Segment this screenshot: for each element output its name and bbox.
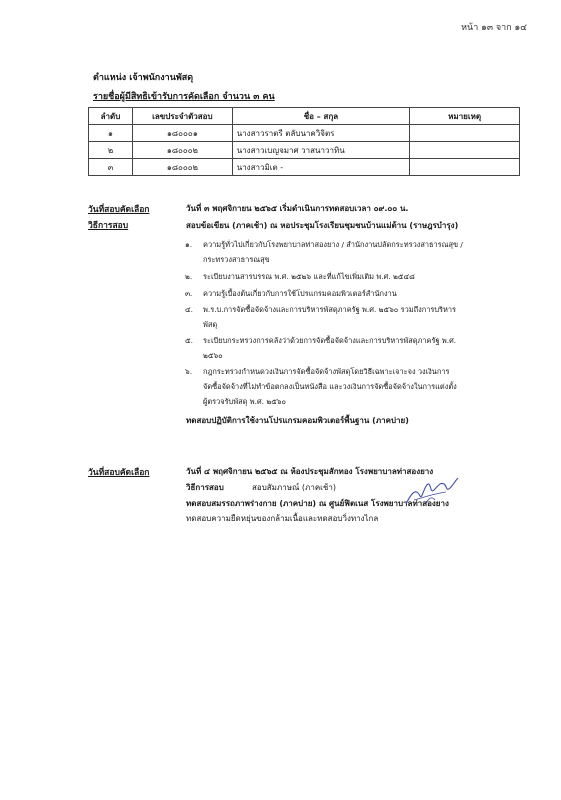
row-exam-id: ๑๘๐๐๐๒ <box>132 142 232 159</box>
row-name: นางสาวราตรี ตลับนาควิจิตร <box>232 125 410 142</box>
column-header-remark: หมายเหตุ <box>410 108 520 125</box>
item-text: ผู้ตรวจรับพัสดุ พ.ศ. ๒๕๖๐ <box>203 397 287 406</box>
item-text: พ.ร.บ.การจัดซื้อจัดจ้างและการบริหารพัสดุภาครัฐ พ.ศ. ๒๕๖๐ รวมถึงการบริหาร <box>203 305 456 314</box>
section1-practical-line: ทดสอบปฏิบัติการใช้งานโปรแกรมคอมพิวเตอร์พื้นฐาน (ภาคบ่าย) <box>186 416 409 425</box>
candidate-list-title: รายชื่อผู้มีสิทธิเข้ารับการคัดเลือก จำนวน ๓ คน <box>93 92 275 102</box>
table-row <box>89 142 520 159</box>
item-text: ๒๕๖๐ <box>203 351 223 360</box>
section1-date-line: วันที่ ๓ พฤศจิกายน ๒๕๖๕ เริ่มดำเนินการทดสอบเวลา ๐๙.๐๐ น. <box>186 204 409 213</box>
row-order: ๒ <box>89 142 133 159</box>
item-text: จัดซื้อจัดจ้างที่ไม่ทำข้อตกลงเป็นหนังสือ และวงเงินการจัดซื้อจัดจ้างในการแต่งตั้ง <box>203 382 457 391</box>
item-number: ๖. <box>185 367 193 376</box>
section1-method-line: สอบข้อเขียน (ภาคเช้า) ณ หอประชุมโรงเรียนชุมชนบ้านแม่ต้าน (ราษฎรบำรุง) <box>186 221 459 230</box>
row-remark <box>410 142 520 159</box>
section2-fitness-detail: ทดสอบความยืดหยุ่นของกล้ามเนื้อและทดสอบวิ่งทางไกล <box>186 514 379 523</box>
row-name: นางสาวเบญจมาศ วาสนาวาทิน <box>232 142 410 159</box>
table-header-row <box>89 108 520 125</box>
item-text: กฎกระทรวงกำหนดวงเงินการจัดซื้อจัดจ้างพัสดุโดยวิธีเฉพาะเจาะจง วงเงินการ <box>203 367 450 376</box>
section2-method-label: วิธีการสอบ <box>186 483 224 492</box>
page-number: หน้า ๑๓ จาก ๑๔ <box>461 23 527 33</box>
section1-date-label: วันที่สอบคัดเลือก <box>88 205 150 215</box>
row-exam-id: ๑๘๐๐๐๑ <box>132 125 232 142</box>
item-number: ๓. <box>185 289 193 298</box>
row-remark <box>410 159 520 176</box>
candidate-table <box>88 107 520 176</box>
item-number: ๑. <box>185 240 193 249</box>
item-text: ความรู้ทั่วไปเกี่ยวกับโรงพยาบาลท่าสองยาง / สำนักงานปลัดกระทรวงสาธารณสุข / <box>203 240 463 249</box>
item-number: ๒. <box>185 272 193 281</box>
item-text: กระทรวงสาธารณสุข <box>203 255 270 264</box>
section2-method-value: สอบสัมภาษณ์ (ภาคเช้า) <box>252 483 336 492</box>
section2-date-line: วันที่ ๔ พฤศจิกายน ๒๕๖๕ ณ ห้องประชุมสักทอง โรงพยาบาลท่าสองยาง <box>186 467 434 476</box>
column-header-name: ชื่อ – สกุล <box>232 108 410 125</box>
row-exam-id: ๑๘๐๐๐๒ <box>132 159 232 176</box>
item-number: ๔. <box>185 305 193 314</box>
table-row <box>89 125 520 142</box>
row-order: ๓ <box>89 159 133 176</box>
section2-fitness-line: ทดสอบสมรรถภาพร่างกาย (ภาคบ่าย) ณ ศูนย์ฟิตเนส โรงพยาบาลท่าสองยาง <box>186 499 449 508</box>
column-header-exam-id: เลขประจำตัวสอบ <box>132 108 232 125</box>
item-number: ๕. <box>185 336 193 345</box>
item-text: ระเบียบกระทรวงการคลังว่าด้วยการจัดซื้อจัดจ้างและการบริหารพัสดุภาครัฐ พ.ศ. <box>203 336 457 345</box>
item-text: ระเบียบงานสารบรรณ พ.ศ. ๒๕๒๖ และที่แก้ไขเพิ่มเติม พ.ศ. ๒๕๔๘ <box>203 272 415 281</box>
row-remark <box>410 125 520 142</box>
section1-method-label: วิธีการสอบ <box>88 221 129 231</box>
row-name: นางสาวมิเต - <box>232 159 410 176</box>
section2-date-label: วันที่สอบคัดเลือก <box>88 468 150 478</box>
column-header-order: ลำดับ <box>89 108 133 125</box>
item-text: ความรู้เบื้องต้นเกี่ยวกับการใช้โปรแกรมคอมพิวเตอร์สำนักงาน <box>203 289 397 298</box>
position-heading: ตำแหน่ง เจ้าพนักงานพัสดุ <box>93 73 194 83</box>
signature-mark <box>402 474 460 510</box>
row-order: ๑ <box>89 125 133 142</box>
table-row <box>89 159 520 176</box>
item-text: พัสดุ <box>203 320 218 329</box>
